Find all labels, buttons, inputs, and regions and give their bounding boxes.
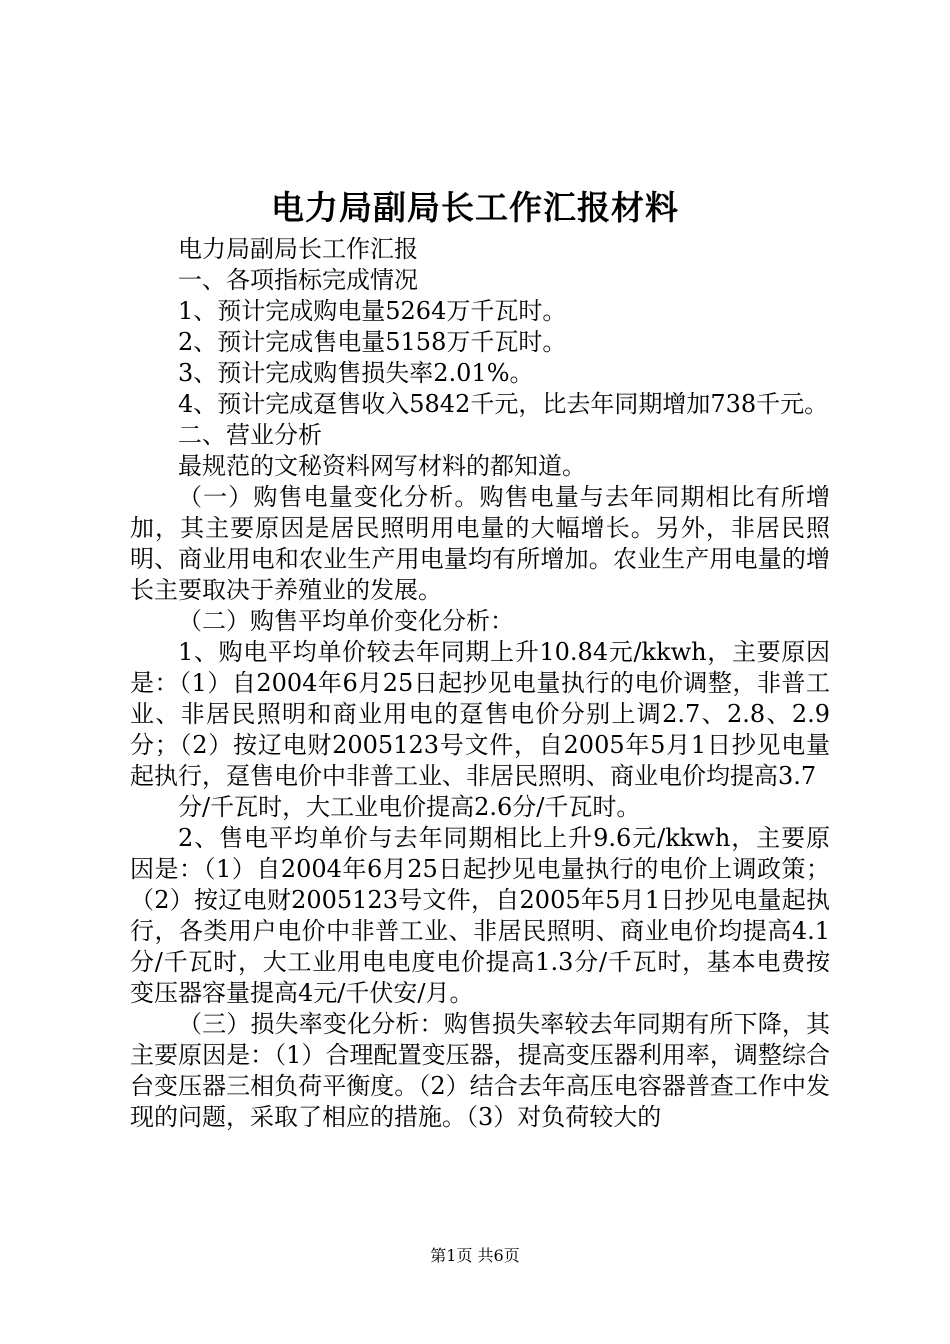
paragraph-section-1: 一、各项指标完成情况: [178, 266, 418, 294]
paragraph-item-2: 2、预计完成售电量5158万千瓦时。: [178, 328, 567, 356]
paragraph-item-4: 4、预计完成趸售收入5842千元，比去年同期增加738千元。: [178, 390, 829, 418]
document-body: [130, 234, 830, 1133]
paragraph-item-3: 3、预计完成购售损失率2.01%。: [178, 359, 534, 387]
paragraph-sale-price: 2、售电平均单价与去年同期相比上升9.6元/kkwh，主要原因是：（1）自2004年6月25日起抄见电量执行的电价上调政策；（2）按辽电财2005123号文件，自2005年5月1日抄见电量起执行，各类用户电价中非普工业、非居民照明、商业电价均提高4.1分/千瓦时，大工业用电电度电价提高1.3分/千瓦时，基本电费按变压器容量提高4元/千伏安/月。: [130, 824, 830, 1007]
paragraph-purchase-price-cont: 分/千瓦时，大工业电价提高2.6分/千瓦时。: [178, 793, 641, 821]
paragraph-heading: 电力局副局长工作汇报: [178, 235, 418, 263]
paragraph-section-2: 二、营业分析: [178, 421, 322, 449]
paragraph-loss-rate: （三）损失率变化分析：购售损失率较去年同期有所下降，其主要原因是：（1）合理配置变压器，提高变压器利用率，调整综合台变压器三相负荷平衡度。（2）结合去年高压电容器普查工作中发现的问题，采取了相应的措施。（3）对负荷较大的: [130, 1010, 830, 1131]
paragraph-item-1: 1、预计完成购电量5264万千瓦时。: [178, 297, 567, 325]
paragraph-analysis-2-heading: （二）购售平均单价变化分析：: [178, 607, 514, 635]
paragraph-note: 最规范的文秘资料网写材料的都知道。: [178, 452, 586, 480]
page-footer: 第1页 共6页: [430, 1246, 520, 1265]
paragraph-purchase-price: 1、购电平均单价较去年同期上升10.84元/kkwh，主要原因是：（1）自2004年6月25日起抄见电量执行的电价调整，非普工业、非居民照明和商业用电的趸售电价分别上调2.7、2.8、2.9分；（2）按辽电财2005123号文件，自2005年5月1日抄见电量起执行，趸售电价中非普工业、非居民照明、商业电价均提高3.7: [130, 638, 830, 790]
document-title: 电力局副局长工作汇报材料: [271, 188, 679, 227]
paragraph-analysis-1: （一）购售电量变化分析。购售电量与去年同期相比有所增加，其主要原因是居民照明用电量的大幅增长。另外，非居民照明、商业用电和农业生产用电量均有所增加。农业生产用电量的增长主要取决于养殖业的发展。: [130, 483, 830, 604]
